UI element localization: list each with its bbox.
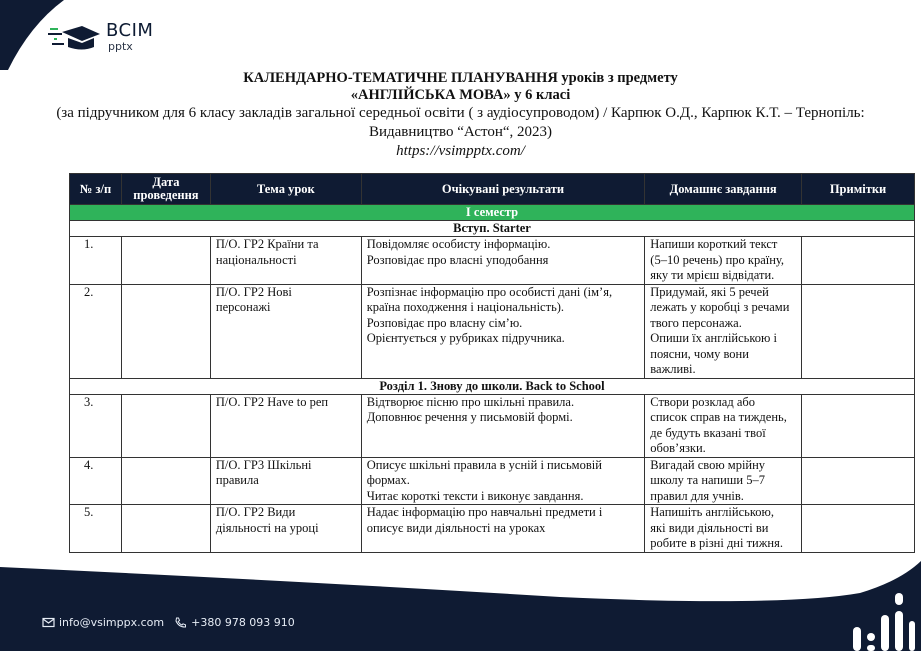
- col-header-topic: Тема урок: [210, 174, 361, 205]
- footer-phone[interactable]: +380 978 093 910: [191, 616, 295, 629]
- cell-homework-line: Напишіть англійською,: [650, 505, 774, 519]
- cell-number: 4.: [70, 457, 122, 505]
- table-row: [70, 394, 915, 457]
- cell-homework-line: де будуть вказані твої: [650, 425, 766, 440]
- cell-homework: [645, 237, 802, 285]
- cell-date: [121, 505, 210, 553]
- cell-topic-line: діяльності на уроці: [215, 520, 319, 535]
- cell-results-line: Читає короткі тексти і виконує завдання.: [366, 488, 584, 503]
- cell-results-line: Розповідає про власну сім’ю.: [366, 315, 523, 330]
- document-header: [0, 70, 921, 161]
- cell-results: [361, 284, 645, 378]
- cell-topic: [210, 394, 361, 457]
- cell-results-line: Розпізнає інформацію про особисті дані (ім’я,: [366, 284, 613, 299]
- section-row: [70, 221, 915, 237]
- col-header-homework: Домашнє завдання: [645, 174, 802, 205]
- cell-topic-line: персонажі: [215, 300, 271, 314]
- brand-sub: pptx: [108, 40, 133, 53]
- cell-homework-line: важливі.: [650, 362, 696, 376]
- cell-homework-line: правил для учнів.: [650, 488, 744, 503]
- cell-notes: [802, 284, 915, 378]
- cell-homework-line: Створи розклад або: [650, 394, 755, 409]
- cell-topic-line: П/О. ГР2 Види: [215, 505, 296, 519]
- cell-homework-line: лежать у коробці з речами: [650, 300, 790, 314]
- cell-homework-line: твого персонажа.: [650, 315, 742, 330]
- cell-homework: [645, 394, 802, 457]
- source-url[interactable]: https://vsimpptx.com/: [396, 143, 525, 159]
- cell-results-line: описує види діяльності на уроках: [366, 520, 546, 535]
- cell-number: 1.: [70, 237, 122, 285]
- cell-notes: [802, 394, 915, 457]
- cell-date: [121, 284, 210, 378]
- cell-date: [121, 457, 210, 505]
- semester-label: I семестр: [70, 205, 915, 221]
- table-row: [70, 284, 915, 378]
- cell-homework-line: (5–10 речень) про країну,: [650, 252, 785, 267]
- cell-results-line: Описує шкільні правила в усній і письмовій: [366, 457, 602, 472]
- cell-results: [361, 237, 645, 285]
- footer-email[interactable]: info@vsimppx.com: [59, 616, 165, 629]
- cell-results-line: Розповідає про власні уподобання: [366, 252, 549, 267]
- cell-results-line: Надає інформацію про навчальні предмети і: [366, 505, 603, 519]
- cell-homework-line: яку ти мрієш відвідати.: [650, 268, 775, 282]
- cell-results: [361, 394, 645, 457]
- cell-topic: [210, 284, 361, 378]
- cell-number: 5.: [70, 505, 122, 553]
- cell-notes: [802, 505, 915, 553]
- cell-topic-line: П/О. ГР2 Have to реп: [215, 394, 329, 409]
- cell-results-line: формах.: [366, 473, 410, 487]
- lesson-plan-table: [69, 173, 915, 553]
- cell-homework: [645, 505, 802, 553]
- title-line-1: КАЛЕНДАРНО-ТЕМАТИЧНЕ ПЛАНУВАННЯ уроків з предмету: [243, 70, 678, 86]
- cell-results-line: Повідомляє особисту інформацію.: [366, 237, 551, 251]
- col-header-results: Очікувані результати: [361, 174, 645, 205]
- col-header-date: Дата проведення: [121, 174, 210, 205]
- cell-topic: [210, 237, 361, 285]
- cell-topic: [210, 457, 361, 505]
- table-row: [70, 505, 915, 553]
- cell-topic-line: П/О. ГР2 Країни та: [215, 237, 319, 251]
- cell-homework-line: які види діяльності ви: [650, 520, 769, 535]
- cell-homework-line: поясни, чому вони: [650, 346, 749, 361]
- cell-homework-line: робите в різні дні тижня.: [650, 536, 783, 550]
- cell-homework-line: Вигадай свою мрійну: [650, 457, 766, 472]
- cell-notes: [802, 457, 915, 505]
- cell-topic-line: національності: [215, 252, 297, 267]
- cell-homework: [645, 457, 802, 505]
- cell-topic: [210, 505, 361, 553]
- cell-homework-line: Придумай, які 5 речей: [650, 284, 769, 299]
- table-header-row: [70, 174, 915, 205]
- subtitle-line-1: (за підручником для 6 класу закладів загальної середньої освіти ( з аудіосупроводом) / Карпюк О.Д., Карпюк К.Т. – Тернопіль:: [56, 105, 865, 121]
- footer-wave: [0, 541, 921, 651]
- table-body: [70, 205, 915, 553]
- cell-homework-line: школу та напиши 5–7: [650, 473, 765, 487]
- title-line-2: «АНГЛІЙСЬКА МОВА» у 6 класі: [350, 87, 571, 103]
- subtitle-line-2: Видавництво “Астон“, 2023): [368, 124, 553, 140]
- table-row: [70, 457, 915, 505]
- brand-logo[interactable]: [48, 22, 153, 52]
- section-title: Розділ 1. Знову до школи. Back to School: [70, 378, 915, 394]
- footer-contacts: [42, 616, 295, 629]
- section-title: Вступ. Starter: [70, 221, 915, 237]
- col-header-notes: Примітки: [802, 174, 915, 205]
- cell-homework-line: Напиши короткий текст: [650, 237, 778, 251]
- cell-results: [361, 457, 645, 505]
- cell-homework: [645, 284, 802, 378]
- cell-number: 3.: [70, 394, 122, 457]
- cell-results-line: Відтворює пісню про шкільні правила.: [366, 394, 575, 409]
- table-row: [70, 237, 915, 285]
- section-row: [70, 378, 915, 394]
- cell-date: [121, 237, 210, 285]
- col-header-number: № з/п: [70, 174, 122, 205]
- cell-topic-line: П/О. ГР3 Шкільні: [215, 457, 312, 472]
- cell-notes: [802, 237, 915, 285]
- envelope-icon: [42, 617, 55, 628]
- cell-homework-line: список справ на тиждень,: [650, 410, 787, 424]
- cell-number: 2.: [70, 284, 122, 378]
- cell-results: [361, 505, 645, 553]
- phone-icon: [174, 617, 187, 628]
- cell-date: [121, 394, 210, 457]
- graduation-cap-icon: [48, 22, 104, 52]
- cell-homework-line: обов’язки.: [650, 441, 706, 455]
- cell-homework-line: Опиши їх англійською і: [650, 331, 777, 345]
- semester-row: [70, 205, 915, 221]
- cell-results-line: Орієнтується у рубриках підручника.: [366, 331, 565, 345]
- bars-decoration-icon: [851, 589, 915, 651]
- cell-topic-line: правила: [215, 473, 259, 487]
- brand-name: BCIM: [106, 20, 154, 41]
- cell-topic-line: П/О. ГР2 Нові: [215, 284, 292, 299]
- cell-results-line: Доповнює речення у письмовій формі.: [366, 410, 573, 424]
- cell-results-line: країна походження і національність).: [366, 300, 565, 314]
